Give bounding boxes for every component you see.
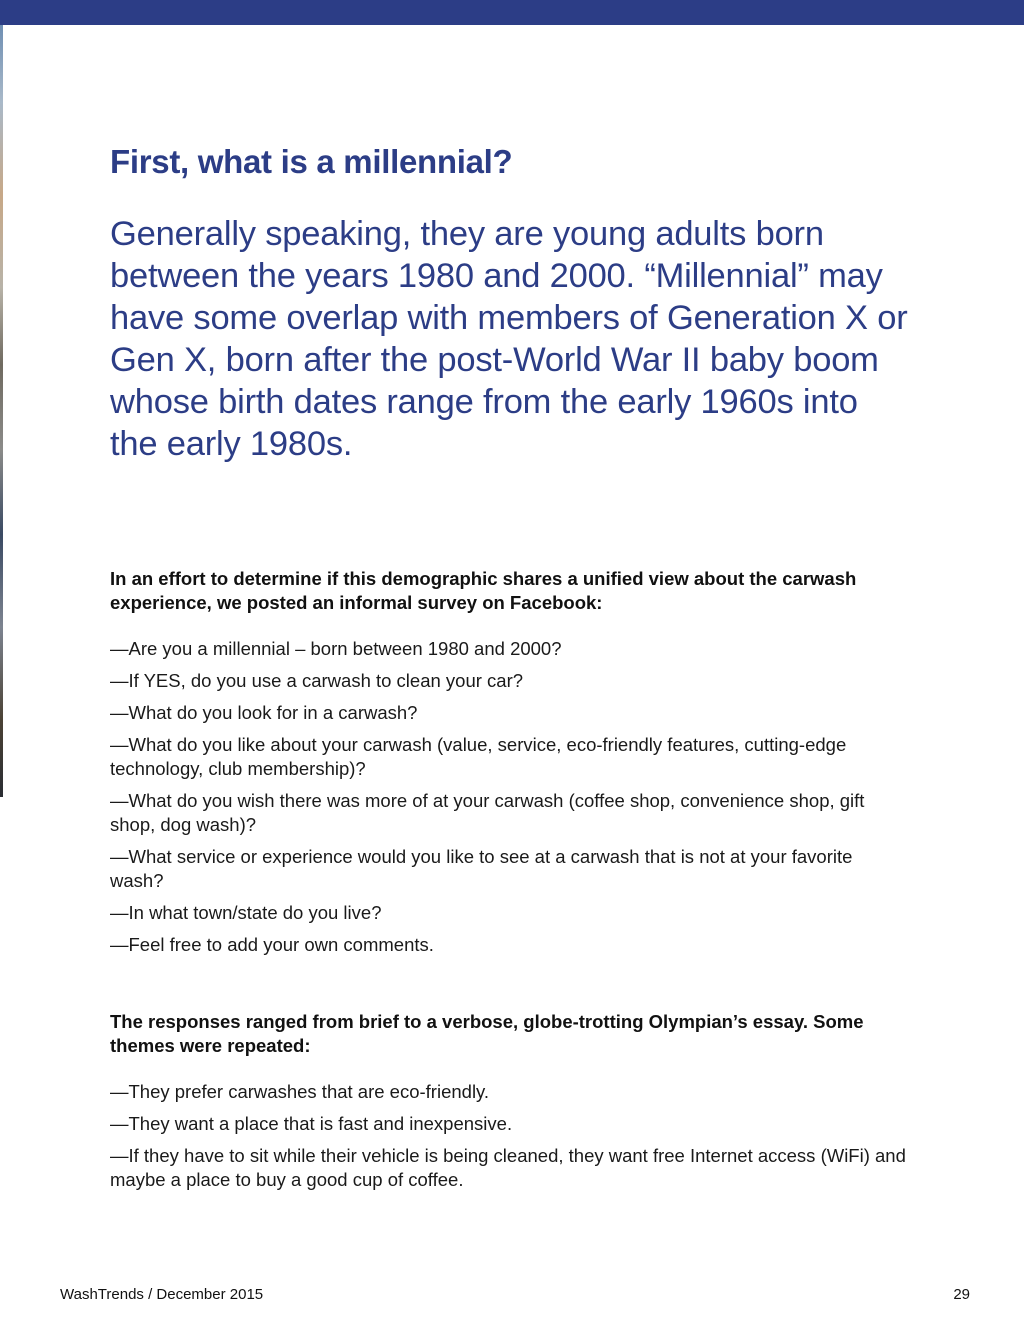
intro-paragraph: Generally speaking, they are young adults born between the years 1980 and 2000. “Millennial” may have some overlap with members of Generation X or Gen X, born after the post-World War II baby boom whose birth dates range from the early 1960s into the early 1980s. <box>110 215 908 463</box>
survey-question: —Feel free to add your own comments. <box>110 934 434 955</box>
survey-question: —What do you wish there was more of at your carwash (coffee shop, convenience shop, gift shop, dog wash)? <box>110 790 865 835</box>
responses-theme-list <box>110 1080 910 1200</box>
survey-question: —In what town/state do you live? <box>110 902 382 923</box>
response-theme: —If they have to sit while their vehicle is being cleaned, they want free Internet access (WiFi) and maybe a place to buy a good cup of coffee. <box>110 1145 906 1190</box>
survey-lead: In an effort to determine if this demographic shares a unified view about the carwash experience, we posted an informal survey on Facebook: <box>110 568 857 613</box>
survey-question: —What service or experience would you like to see at a carwash that is not at your favorite wash? <box>110 846 853 891</box>
survey-question: —Are you a millennial – born between 1980 and 2000? <box>110 638 562 659</box>
footer-page-number: 29 <box>953 1286 970 1303</box>
responses-lead: The responses ranged from brief to a verbose, globe-trotting Olympian’s essay. Some themes were repeated: <box>110 1011 864 1056</box>
survey-question: —If YES, do you use a carwash to clean your car? <box>110 670 524 691</box>
header-bar <box>0 0 1024 25</box>
survey-question: —What do you like about your carwash (value, service, eco-friendly features, cutting-edge technology, club membership)? <box>110 734 847 779</box>
response-theme: —They prefer carwashes that are eco-friendly. <box>110 1081 490 1102</box>
survey-question-list <box>110 637 910 965</box>
article-heading: First, what is a millennial? <box>110 143 513 180</box>
survey-question: —What do you look for in a carwash? <box>110 702 418 723</box>
footer-publication: WashTrends / December 2015 <box>60 1286 264 1303</box>
photo-edge-strip <box>0 25 3 797</box>
response-theme: —They want a place that is fast and inexpensive. <box>110 1113 513 1134</box>
